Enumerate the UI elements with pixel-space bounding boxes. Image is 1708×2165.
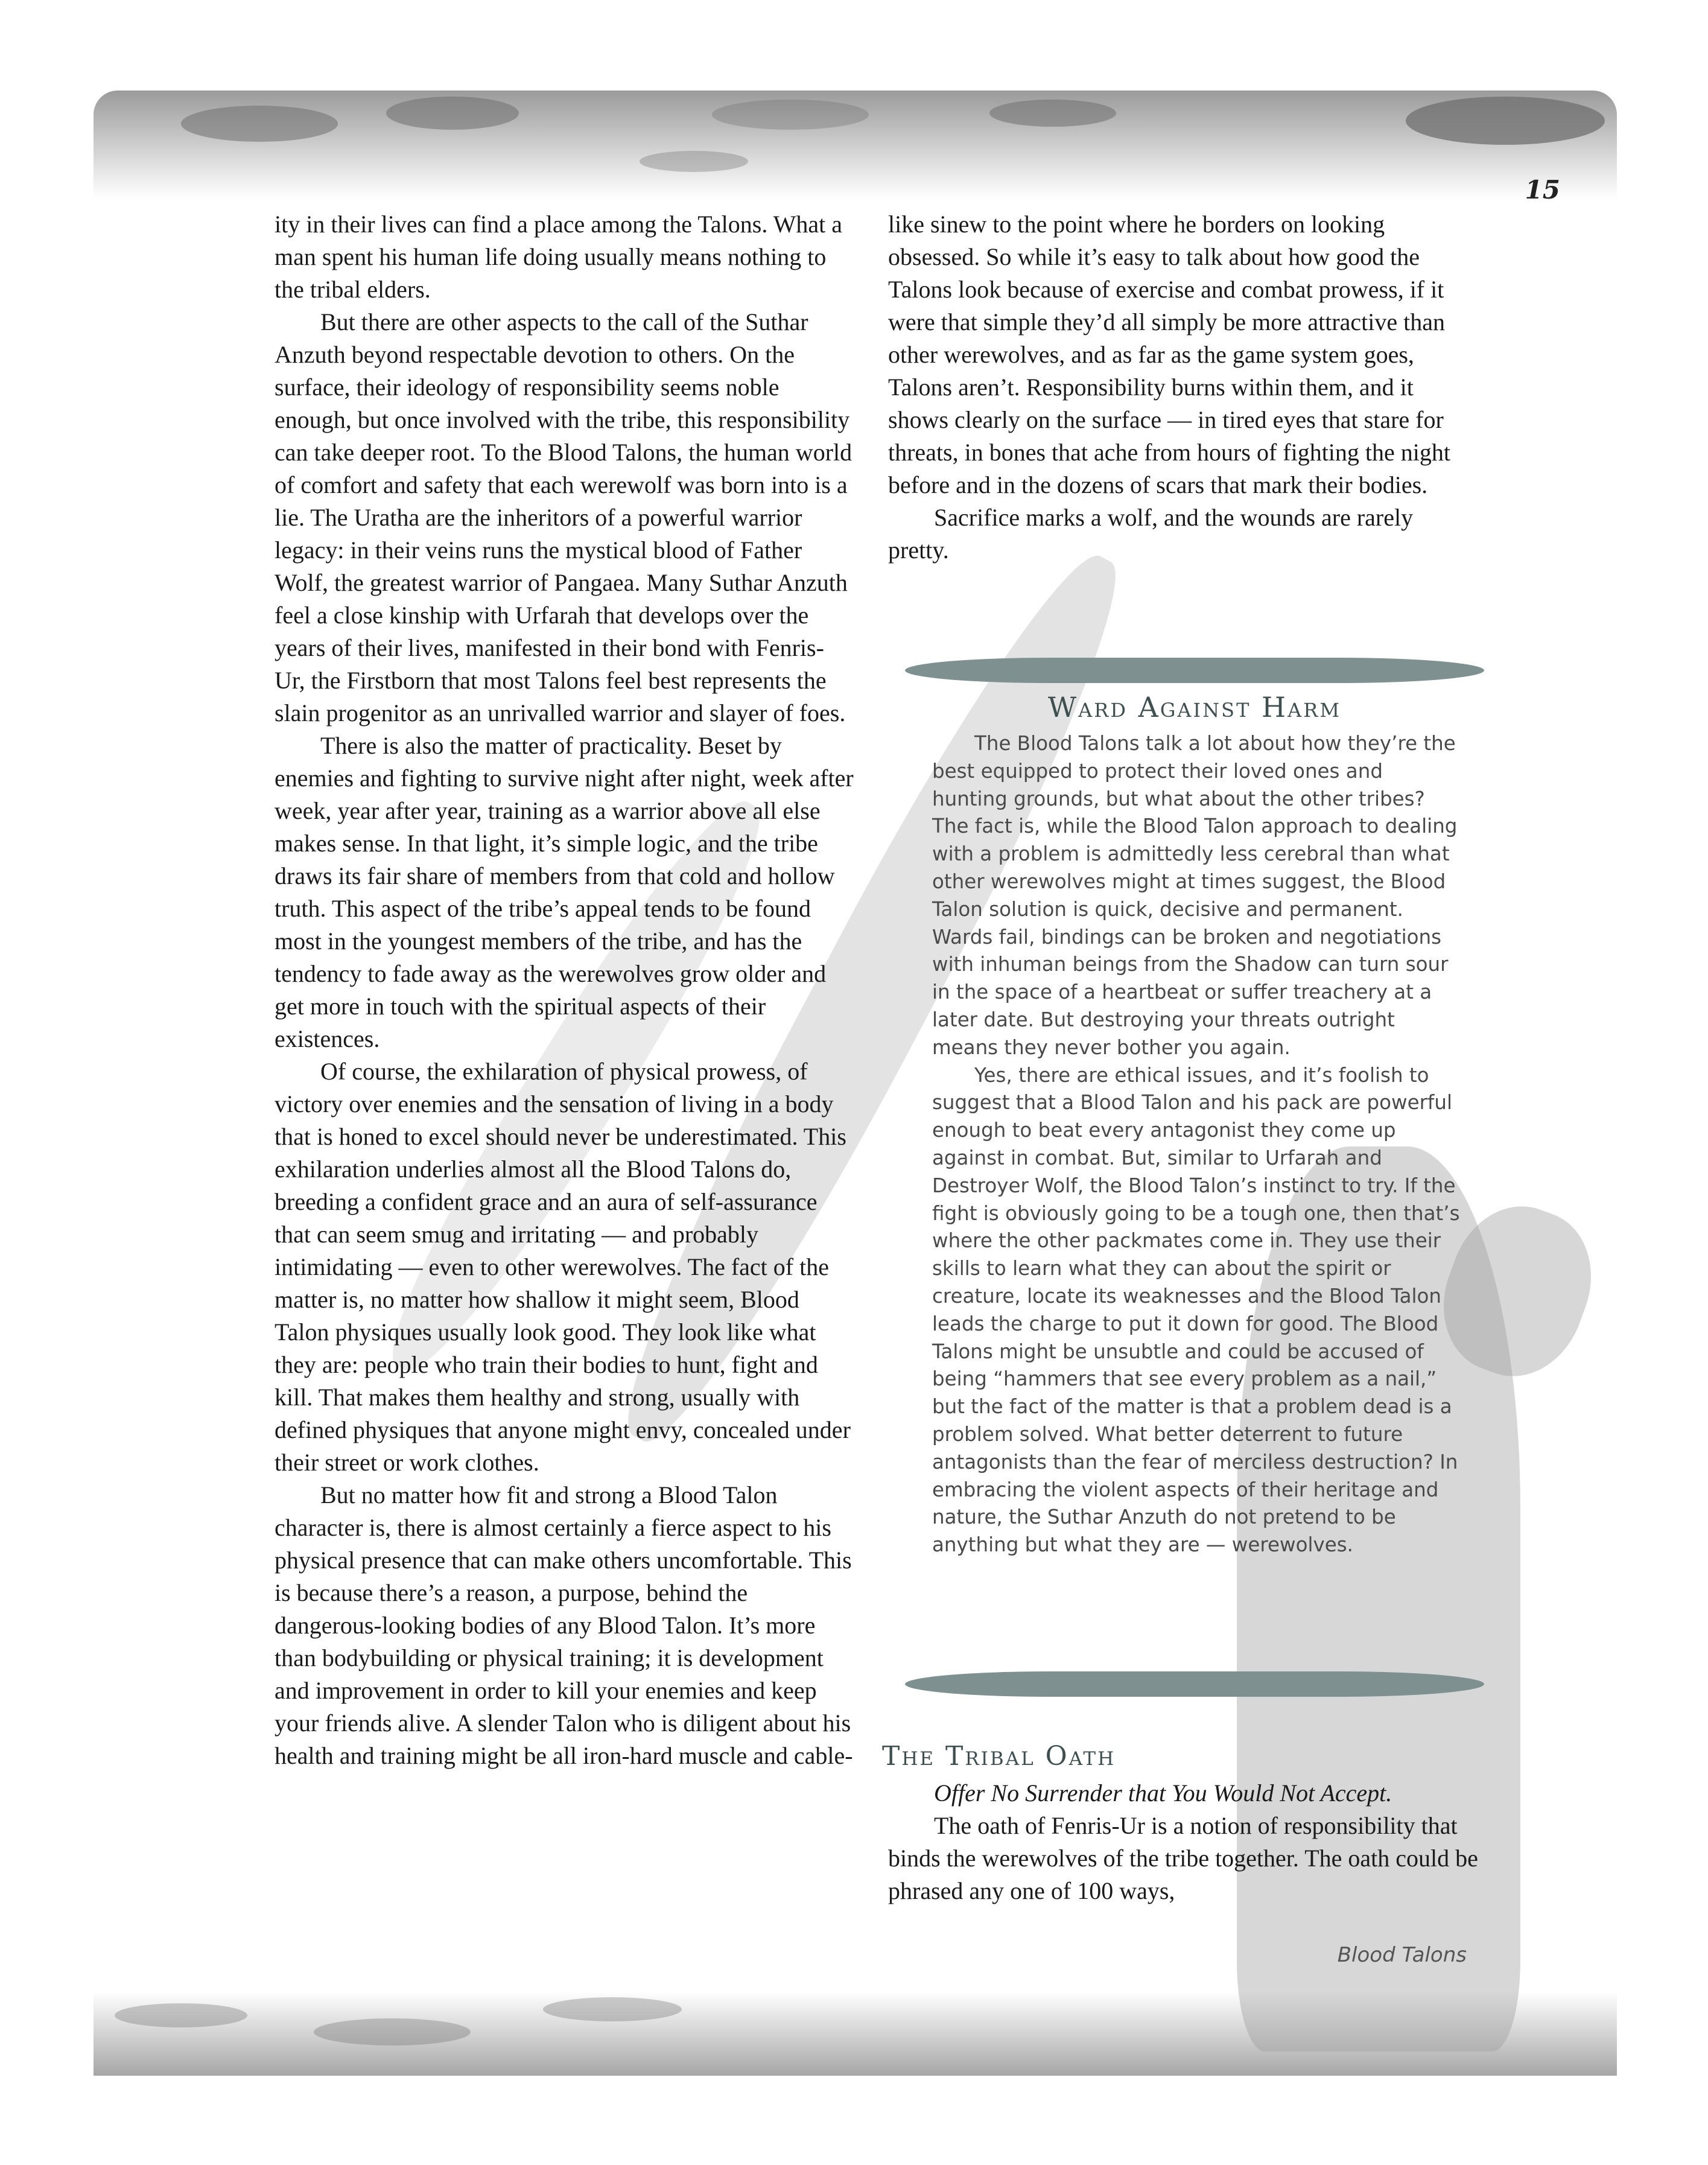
paragraph: The oath of Fenris-Ur is a notion of responsibility that binds the werewolves of the tribe together. The oath could be phrased any one of 100 ways, [888, 1812, 1478, 1904]
page-number: 15 [1525, 175, 1560, 205]
sidebar-top-bar [905, 658, 1484, 683]
section-heading: The Tribal Oath [882, 1741, 1116, 1772]
footer-book-title: Blood Talons [1337, 1943, 1467, 1967]
right-text-column [888, 208, 1473, 567]
cloud-shape [712, 100, 869, 130]
cloud-shape [386, 97, 519, 130]
sidebar-title: Ward Against Harm [1047, 691, 1342, 723]
paragraph: Sacrifice marks a wolf, and the wounds are rarely pretty. [888, 504, 1414, 564]
cloud-shape [543, 1997, 682, 2021]
cloud-shape [989, 100, 1116, 127]
section-text [888, 1777, 1479, 1907]
paragraph: There is also the matter of practicality. Beset by enemies and fighting to survive night after night, week after week, year after year, training as a warrior above all else makes sense. In that light, it’s simple logic, and the tribe draws its fair share of members from that cold and hollow truth. This aspect of the tribe’s appeal tends to be found most in the youngest members of the tribe, and has the tendency to fade away as the werewolves grow older and get more in touch with the spiritual aspects of their existences. [275, 732, 854, 1052]
paragraph: Of course, the exhilaration of physical prowess, of victory over enemies and the sensation of living in a body that is honed to excel should never be underestimated. This exhilaration underlies almost all the Blood Talons do, breeding a confident grace and an aura of self-assurance that can seem smug and irritating — and probably intimidating — even to other werewolves. The fact of the matter is, no matter how shallow it might seem, Blood Talon physiques usually look good. They look like what they are: people who train their bodies to hunt, fight and kill. That makes them healthy and strong, usually with defined physiques that anyone might envy, concealed under their street or work clothes. [275, 1058, 851, 1476]
paragraph: like sinew to the point where he borders on looking obsessed. So while it’s easy to talk about how good the Talons look because of exercise and combat prowess, if it were that simple they’d all simply be more attractive than other werewolves, and as far as the game system goes, Talons aren’t. Responsibility burns within them, and it shows clearly on the surface — in tired eyes that stare for threats, in bones that ache from hours of fighting the night before and in the dozens of scars that mark their bodies. [888, 211, 1451, 498]
cloud-shape [1406, 97, 1605, 145]
paragraph: But no matter how fit and strong a Blood Talon character is, there is almost certainly a fierce aspect to his physical presence that can make others uncomfortable. This is because there’s a reason, a purpose, behind the dangerous-looking bodies of any Blood Talon. It’s more than bodybuilding or physical training; it is development and improvement in order to kill your enemies and keep your friends alive. A slender Talon who is diligent about his health and training might be all iron-hard muscle and cable- [275, 1481, 853, 1769]
sidebar-bottom-bar [905, 1671, 1484, 1697]
sidebar-body [932, 730, 1463, 1559]
paragraph: But there are other aspects to the call of the Suthar Anzuth beyond respectable devotion to others. On the surface, their ideology of responsibility seems noble enough, but once involved with the tribe, this responsibility can take deeper root. To the Blood Talons, the human world of comfort and safety that each werewolf was born into is a lie. The Uratha are the inheritors of a powerful warrior legacy: in their veins runs the mystical blood of Father Wolf, the greatest warrior of Pangaea. Many Suthar Anzuth feel a close kinship with Urfarah that develops over the years of their lives, manifested in their bond with Fenris-Ur, the Firstborn that most Talons feel best represents the slain progenitor as an unrivalled warrior and slayer of foes. [275, 308, 852, 726]
sidebar-box [893, 634, 1496, 1708]
cloud-shape [314, 2018, 471, 2046]
sidebar-paragraph: The Blood Talons talk a lot about how they’re the best equipped to protect their loved ones and hunting grounds, but what about the other tribes? The fact is, while the Blood Talon approach to dealing with a problem is admittedly less cerebral than what other werewolves might at times suggest, the Blood Talon solution is quick, decisive and permanent. Wards fail, bindings can be broken and negotiations with inhuman beings from the Shadow can turn sour in the space of a heartbeat or suffer treachery at a later date. But destroying your threats outright means they never bother you again. [932, 732, 1458, 1059]
left-text-column [275, 208, 854, 1772]
cloud-shape [640, 151, 748, 172]
oath-line: Offer No Surrender that You Would Not Accept. [934, 1779, 1392, 1807]
sidebar-paragraph: Yes, there are ethical issues, and it’s foolish to suggest that a Blood Talon and his pack are powerful enough to beat every antagonist they come up against in combat. But, similar to Urfarah and Destroyer Wolf, the Blood Talon’s instinct to try. If the fight is obviously going to be a tough one, then that’s where the other packmates come in. They use their skills to learn what they can about the spirit or creature, locate its weaknesses and the Blood Talon leads the charge to put it down for good. The Blood Talons might be unsubtle and could be accused of being “hammers that see every problem as a nail,” but the fact of the matter is that a problem dead is a problem solved. What better deterrent to future antagonists than the fear of merciless destruction? In embracing the violent aspects of their heritage and nature, the Suthar Anzuth do not pretend to be anything but what they are — werewolves. [932, 1063, 1460, 1557]
cloud-shape [181, 106, 338, 142]
paragraph: ity in their lives can find a place among the Talons. What a man spent his human life doing usually means nothing to the tribal elders. [275, 211, 842, 303]
cloud-shape [115, 2003, 247, 2027]
